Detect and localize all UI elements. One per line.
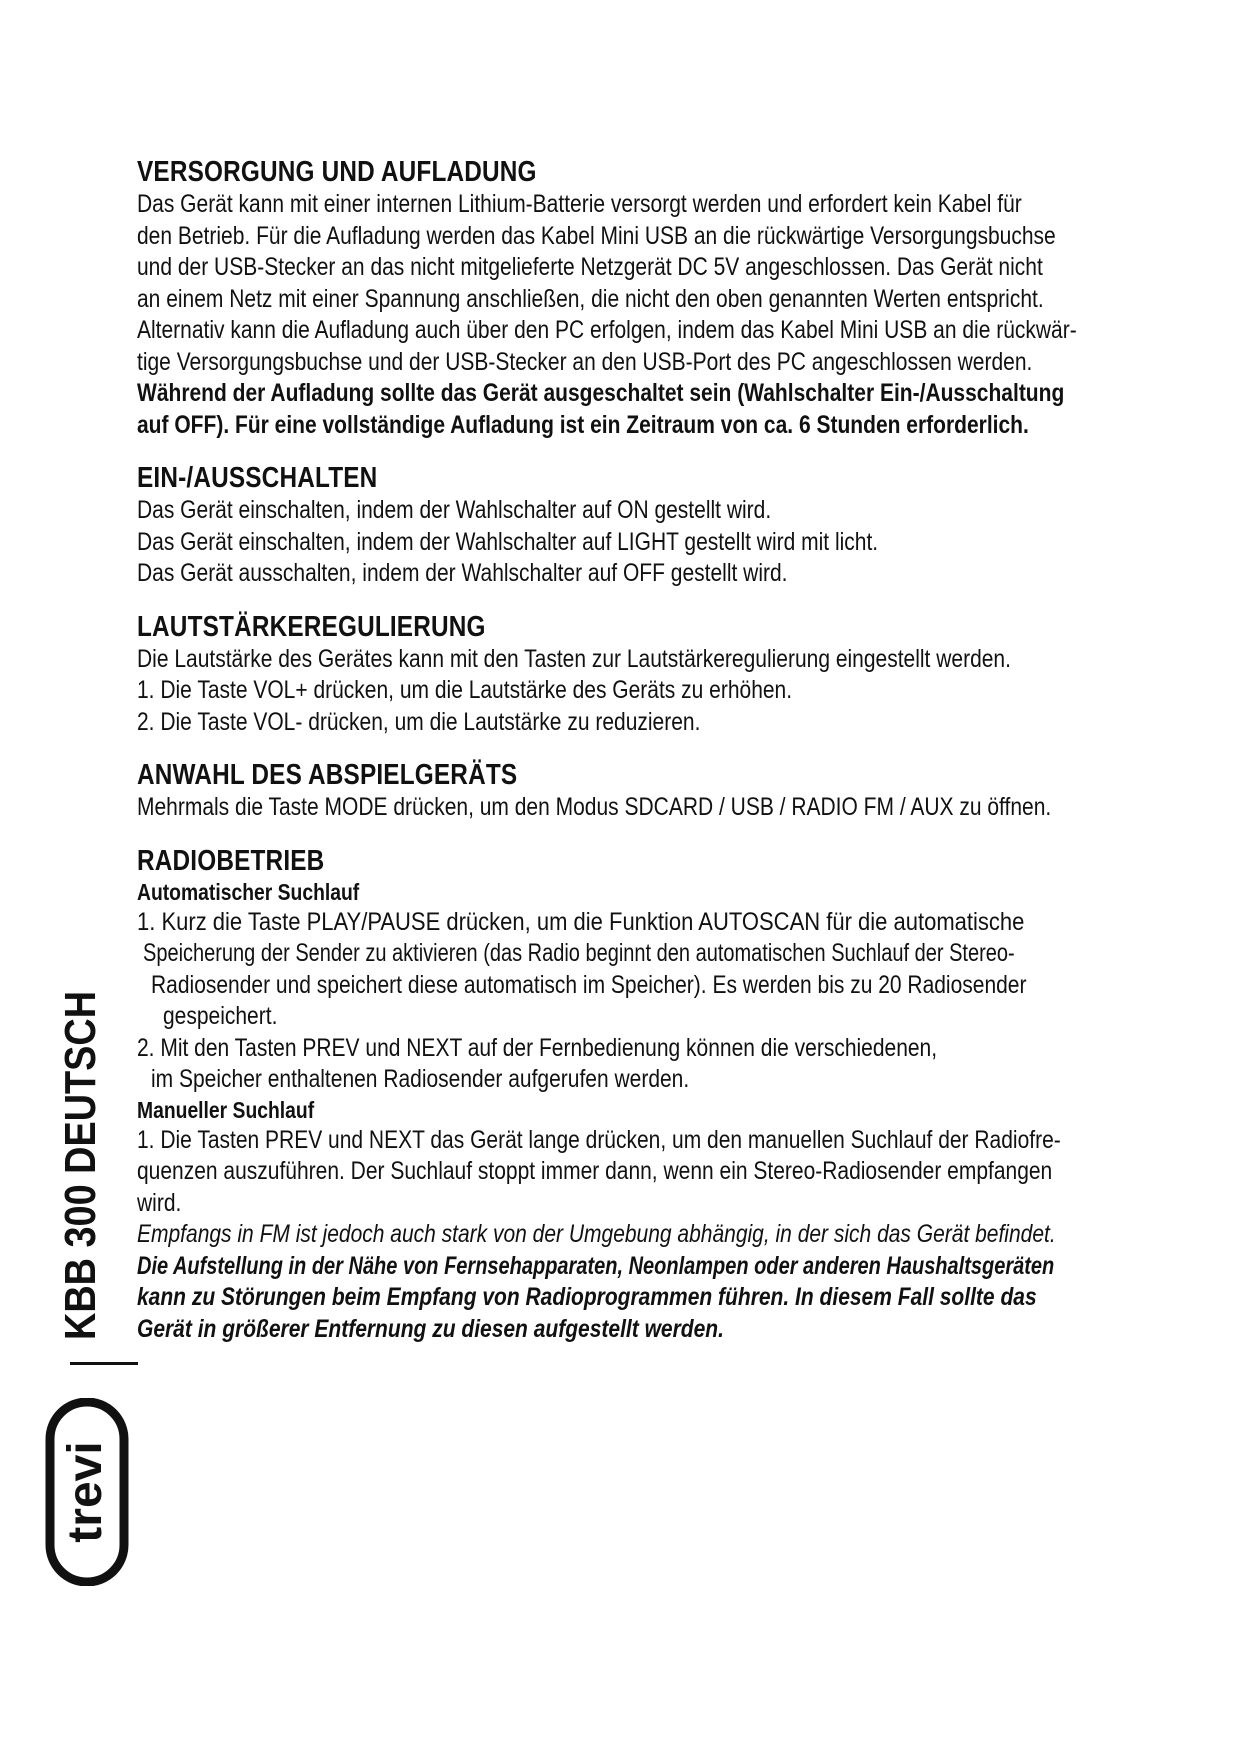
side-divider [70,1362,138,1365]
list-item: 1. Kurz die Taste PLAY/PAUSE drücken, um die Funktion AUTOSCAN für die automatische [137,907,1025,936]
list-item-continuation: im Speicher enthaltenen Radiosender aufgerufen werden. [151,1065,690,1093]
list-item: 1. Die Taste VOL+ drücken, um die Lautstärke des Geräts zu erhöhen. [137,676,793,704]
paragraph-line: Mehrmals die Taste MODE drücken, um den Modus SDCARD / USB / RADIO FM / AUX zu öffnen. [137,793,1052,821]
subsection-heading: Automatischer Suchlauf [137,878,360,905]
paragraph-line: und der USB-Stecker an das nicht mitgelieferte Netzgerät DC 5V angeschlossen. Das Gerät nicht [137,253,1043,281]
model-language-title: KBB 300 DEUTSCH [56,990,105,1340]
paragraph-line: Das Gerät einschalten, indem der Wahlschalter auf ON gestellt wird. [137,496,772,524]
side-model-label [45,960,117,1340]
section-lautstaerke [137,610,1147,739]
bold-note-line: Während der Aufladung sollte das Gerät ausgeschaltet sein (Wahlschalter Ein-/Ausschaltung [137,379,1065,407]
italic-note-line: Empfangs in FM ist jedoch auch stark von der Umgebung abhängig, in der sich das Gerät befindet. [137,1220,1056,1248]
paragraph-line: tige Versorgungsbuchse und der USB-Stecker an den USB-Port des PC angeschlossen werden. [137,347,1033,376]
section-heading: ANWAHL DES ABSPIELGERÄTS [137,759,518,791]
section-heading: RADIOBETRIEB [137,844,325,877]
section-versorgung [137,155,1147,441]
list-item: 1. Die Tasten PREV und NEXT das Gerät lange drücken, um den manuellen Suchlauf der Radiofre- [137,1125,1061,1154]
list-item-continuation: wird. [137,1188,182,1217]
paragraph-line: Die Lautstärke des Gerätes kann mit den Tasten zur Lautstärkeregulierung eingestellt werden. [137,644,1011,673]
list-item: 2. Die Taste VOL- drücken, um die Lautstärke zu reduzieren. [137,707,701,736]
paragraph-line: Das Gerät einschalten, indem der Wahlschalter auf LIGHT gestellt wird mit licht. [137,527,879,556]
section-ein-aus [137,461,1147,590]
section-heading: VERSORGUNG UND AUFLADUNG [137,156,537,188]
paragraph-line: Das Gerät ausschalten, indem der Wahlschalter auf OFF gestellt wird. [137,559,788,587]
logo-text: trevi [59,1441,112,1543]
bold-italic-warning-line: kann zu Störungen beim Empfang von Radioprogrammen führen. In diesem Fall sollte das [137,1283,1037,1311]
section-anwahl [137,758,1147,824]
paragraph-line: an einem Netz mit einer Spannung anschließen, die nicht den oben genannten Werten entspricht. [137,284,1044,313]
manual-page-content [137,155,1147,1365]
bold-note-line: auf OFF). Für eine vollständige Aufladung ist ein Zeitraum von ca. 6 Stunden erforderlich. [137,410,1029,439]
bold-italic-warning-line: Die Aufstellung in der Nähe von Fernsehapparaten, Neonlampen oder anderen Haushaltsgeräten [137,1251,1055,1280]
list-item-continuation: Speicherung der Sender zu aktivieren (das Radio beginnt den automatischen Suchlauf der Stereo- [143,939,1015,967]
trevi-logo [44,1398,130,1586]
section-heading: EIN-/AUSSCHALTEN [137,462,378,494]
bold-italic-warning-line: Gerät in größerer Entfernung zu diesen aufgestellt werden. [137,1314,724,1343]
paragraph-line: Das Gerät kann mit einer internen Lithium-Batterie versorgt werden und erfordert kein Kabel für [137,190,1022,218]
subsection-heading: Manueller Suchlauf [137,1096,315,1123]
paragraph-line: Alternativ kann die Aufladung auch über den PC erfolgen, indem das Kabel Mini USB an die rückwär- [137,316,1077,344]
section-heading: LAUTSTÄRKEREGULIERUNG [137,610,486,643]
list-item-continuation: gespeichert. [163,1002,278,1030]
section-radiobetrieb [137,844,1147,1346]
list-item: 2. Mit den Tasten PREV und NEXT auf der Fernbedienung können die verschiedenen, [137,1033,938,1062]
list-item-continuation: quenzen auszuführen. Der Suchlauf stoppt immer dann, wenn ein Stereo-Radiosender empfangen [137,1157,1053,1185]
list-item-continuation: Radiosender und speichert diese automatisch im Speicher). Es werden bis zu 20 Radiosender [151,970,1027,999]
paragraph-line: den Betrieb. Für die Aufladung werden das Kabel Mini USB an die rückwärtige Versorgungsbuchse [137,221,1056,250]
